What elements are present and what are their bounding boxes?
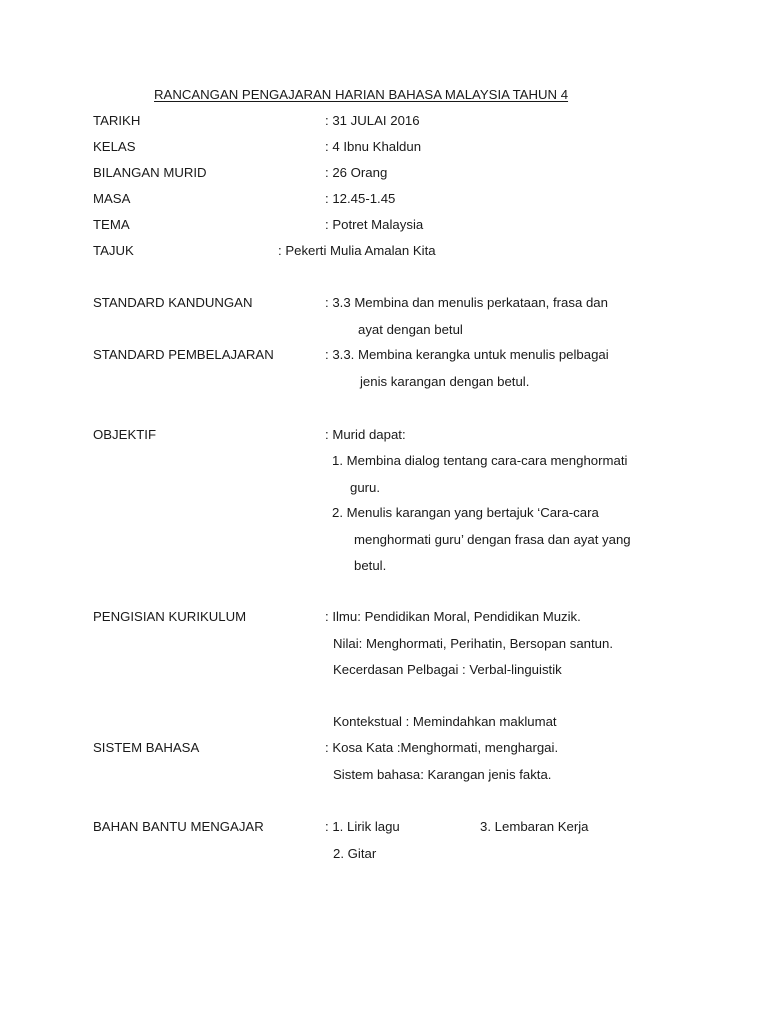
standard-kandungan-line-1: : 3.3 Membina dan menulis perkataan, frasa dan [325,295,608,310]
kelas-value: : 4 Ibnu Khaldun [325,139,422,154]
tema-value: : Potret Malaysia [325,217,424,232]
bilangan-murid-value: : 26 Orang [325,165,388,180]
tema-label: TEMA [93,217,130,232]
bahan-bantu-label: BAHAN BANTU MENGAJAR [93,819,264,834]
pengisian-kecerdasan: Kecerdasan Pelbagai : Verbal-linguistik [333,662,562,677]
objektif-label: OBJEKTIF [93,427,157,442]
objektif-item-2-line-1: 2. Menulis karangan yang bertajuk ‘Cara-cara [332,505,599,520]
pengisian-nilai: Nilai: Menghormati, Perihatin, Bersopan santun. [333,636,614,651]
masa-label: MASA [93,191,131,206]
sistem-bahasa-label: SISTEM BAHASA [93,740,200,755]
standard-pembelajaran-label: STANDARD PEMBELAJARAN [93,347,274,362]
masa-value: : 12.45-1.45 [325,191,396,206]
pengisian-ilmu: : Ilmu: Pendidikan Moral, Pendidikan Muzik. [325,609,581,624]
tajuk-value: : Pekerti Mulia Amalan Kita [278,243,436,258]
standard-kandungan-line-2: ayat dengan betul [358,322,463,337]
kelas-label: KELAS [93,139,136,154]
pengisian-kurikulum-label: PENGISIAN KURIKULUM [93,609,247,624]
standard-pembelajaran-line-2: jenis karangan dengan betul. [360,374,530,389]
bahan-bantu-item-2: 2. Gitar [333,846,377,861]
objektif-item-1-line-2: guru. [350,480,381,495]
pengisian-kontekstual: Kontekstual : Memindahkan maklumat [333,714,557,729]
objektif-item-2-line-2: menghormati guru’ dengan frasa dan ayat yang [354,532,631,547]
bilangan-murid-label: BILANGAN MURID [93,165,207,180]
bahan-bantu-item-1: : 1. Lirik lagu [325,819,400,834]
tarikh-value: : 31 JULAI 2016 [325,113,420,128]
document-title: RANCANGAN PENGAJARAN HARIAN BAHASA MALAYSIA TAHUN 4 [154,87,569,102]
standard-kandungan-label: STANDARD KANDUNGAN [93,295,253,310]
objektif-intro: : Murid dapat: [325,427,406,442]
bahan-bantu-item-3: 3. Lembaran Kerja [480,819,589,834]
objektif-item-1-line-1: 1. Membina dialog tentang cara-cara menghormati [332,453,628,468]
standard-pembelajaran-line-1: : 3.3. Membina kerangka untuk menulis pelbagai [325,347,609,362]
objektif-item-2-line-3: betul. [354,558,387,573]
tarikh-label: TARIKH [93,113,141,128]
sistem-bahasa-kosa-kata: : Kosa Kata :Menghormati, menghargai. [325,740,559,755]
tajuk-label: TAJUK [93,243,134,258]
sistem-bahasa-sistem: Sistem bahasa: Karangan jenis fakta. [333,767,552,782]
